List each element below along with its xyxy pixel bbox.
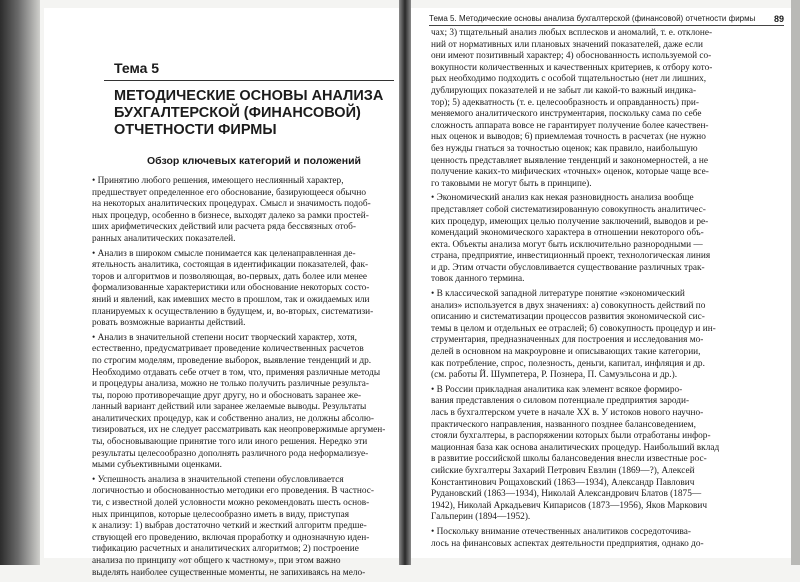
text-line: формализованные характеристики или обоснование некоторых состо- bbox=[92, 283, 370, 294]
text-line: по строгим моделям, проведение выборок, выявление тенденций и др. bbox=[92, 355, 372, 366]
text-line: лось на финансовых аспектах деятельности предприятия, однако до- bbox=[431, 538, 704, 549]
text-line: без нужды гнаться за точностью оценок; как правило, наибольшую bbox=[431, 143, 698, 154]
right-page-body bbox=[431, 28, 781, 553]
text-line: естественно, предусматривает проведение количественных расчетов bbox=[92, 344, 364, 355]
text-line: получение каких-то мифических «точных» оценок, которые чаще все- bbox=[431, 167, 709, 178]
left-page bbox=[44, 8, 399, 578]
text-line: ти, с известной долей условности можно рекомендовать шесть основ- bbox=[92, 498, 370, 509]
text-line: • Поскольку внимание отечественных аналитиков сосредоточива- bbox=[431, 526, 692, 537]
paragraph bbox=[431, 289, 781, 382]
scan-shadow-left bbox=[0, 0, 40, 565]
text-line: представляет собой систематизированную совокупность аналитичес- bbox=[431, 204, 706, 215]
text-line: ных принципов, которые целесообразно иметь в виду, приступая bbox=[92, 509, 350, 520]
text-line: ты, обосновывающие принятие того или иного решения. Нередко эти bbox=[92, 437, 368, 448]
text-line: выделять наиболее существенные моменты, не запихиваясь на мело- bbox=[92, 567, 366, 578]
text-line: • Экономический анализ как некая разновидность анализа вообще bbox=[431, 193, 694, 204]
text-line: как потребление, спрос, полезность, деньги, капитал, инфляция и др. bbox=[431, 358, 705, 369]
text-line: сложность аппарата вовсе не гарантирует получение более качествен- bbox=[431, 120, 709, 131]
scan-shadow-right bbox=[791, 0, 800, 565]
right-page bbox=[411, 8, 791, 558]
text-line: тификацию расчетных и аналитических алгоритмов; 2) построение bbox=[92, 544, 359, 555]
paragraph bbox=[431, 28, 781, 190]
text-line: (см. работы Й. Шумпетера, Р. Познера, П. Самуэльсона и др.). bbox=[431, 370, 678, 381]
paragraph bbox=[92, 333, 392, 472]
chapter-title-line: ОТЧЕТНОСТИ ФИРМЫ bbox=[114, 122, 277, 138]
text-line: на некоторых аналитических процедурах. Смысл и значимость подоб- bbox=[92, 199, 371, 210]
text-line: сийские бухгалтеры Захарий Петрович Евзлин (1869—?), Алексей bbox=[431, 465, 695, 476]
left-page-body bbox=[92, 176, 392, 582]
text-line: ствующей его проведению, включая проработку и однозначную иден- bbox=[92, 532, 370, 543]
text-line: стояли бухгалтеры, в распоряжении которых были отработаны инфор- bbox=[431, 431, 711, 442]
paragraph bbox=[92, 176, 392, 246]
text-line: вания представления о силовом потенциале предприятия зароди- bbox=[431, 396, 690, 407]
text-line: • Принятию любого решения, имеющего неслиянный характер, bbox=[92, 176, 344, 186]
text-line: мыми субъективными оценками. bbox=[92, 460, 222, 471]
text-line: они имеют позитивный характер; 4) обоснованность используемой со- bbox=[431, 51, 712, 62]
text-line: товок данного термина. bbox=[431, 274, 525, 285]
chapter-title-line: БУХГАЛТЕРСКОЙ (ФИНАНСОВОЙ) bbox=[114, 105, 361, 121]
text-line: страна, предприятие, инвестиционный проект, технологическая линия bbox=[431, 251, 711, 262]
text-line: Рудановский (1863—1934), Николай Александрович Блатов (1875— bbox=[431, 489, 702, 500]
text-line: ятельность аналитика, состоящая в идентификации показателей, фак- bbox=[92, 260, 369, 271]
text-line: ных оценок и выводов; 6) приемлемая точность в расчетах (не нужно bbox=[431, 132, 706, 143]
chapter-title-line: МЕТОДИЧЕСКИЕ ОСНОВЫ АНАЛИЗА bbox=[114, 88, 384, 104]
page-number: 89 bbox=[773, 14, 784, 24]
text-line: комендаций экономического характера в отношении некоторого объ- bbox=[431, 228, 704, 239]
text-line: вокупности количественных и качественных критериев, к отбору кото- bbox=[431, 62, 713, 73]
text-line: тизироваться, их не следует рассматривать как неопровержимые аргумен- bbox=[92, 425, 386, 436]
paragraph bbox=[431, 193, 781, 286]
chapter-title bbox=[114, 88, 384, 139]
text-line: яний и явлений, как имевших место в прошлом, так и ожидаемых или bbox=[92, 294, 370, 305]
text-line: ровать возможные варианты действий. bbox=[92, 318, 246, 329]
text-line: практического направления, названного позднее балансоведением, bbox=[431, 419, 696, 430]
paragraph bbox=[431, 527, 781, 550]
text-line: Необходимо отдавать себе отчет в том, что, применяя различные методы bbox=[92, 367, 381, 378]
text-line: лась в бухгалтерском учете в начале XX в. У истоков нового научно- bbox=[431, 408, 704, 418]
text-line: делей в основном на макроуровне и описывающих такие категории, bbox=[431, 347, 701, 358]
paragraph bbox=[431, 385, 781, 524]
text-line: ших арифметических действий или расчета ряда бессвязных отоб- bbox=[92, 222, 356, 233]
text-line: логичностью и обоснованностью методики его проведения. В частнос- bbox=[92, 486, 375, 497]
text-line: аналитических процедур, как и собственно анализ, не должны абсолю- bbox=[92, 413, 374, 424]
text-line: го таковыми не могут быть в принципе). bbox=[431, 178, 592, 189]
text-line: • Успешность анализа в значительной степени обусловливается bbox=[92, 474, 344, 485]
text-line: анализ» используется в двух значениях: а) совокупность действий по bbox=[431, 300, 706, 311]
text-line: планируемых к осуществлению в будущем, и, во-вторых, систематизи- bbox=[92, 306, 374, 317]
text-line: 1942), Николай Аркадьевич Кипарисов (1873—1956), Яков Маркович bbox=[431, 500, 708, 511]
text-line: чах; 3) тщательный анализ любых всплесков и аномалий, т. е. отклоне- bbox=[431, 28, 713, 38]
paragraph bbox=[92, 475, 392, 579]
text-line: • В классической западной литературе понятие «экономический bbox=[431, 289, 685, 300]
section-heading: Обзор ключевых категорий и положений bbox=[147, 155, 361, 167]
text-line: в развитие российской школы балансоведения внесли известные рос- bbox=[431, 454, 707, 465]
text-line: • В России прикладная аналитика как элемент всякое формиро- bbox=[431, 384, 683, 395]
text-line: ценность представляет выявление тенденций и закономерностей, а не bbox=[431, 155, 709, 166]
text-line: и процедуры анализа, можно не только получить различные результа- bbox=[92, 379, 369, 390]
text-line: темы в целом и отдельных ее отраслей; б) совокупность процедур и ин- bbox=[431, 323, 716, 334]
text-line: ты, порою противоречащие друг другу, но и обосновать заранее же- bbox=[92, 390, 362, 401]
text-line: ний от нормативных или плановых значений показателей, даже если bbox=[431, 39, 703, 50]
text-line: анализа по принципу «от общего к частному», при этом важно bbox=[92, 556, 341, 566]
text-line: екта. Объекты анализа могут быть исключительно разнородными — bbox=[431, 239, 703, 250]
text-line: предшествует определенное его обоснование, базирующееся обычно bbox=[92, 187, 366, 198]
text-line: Гальперин (1894—1952). bbox=[431, 512, 531, 523]
text-line: струментария, предназначенных для построения и исследования мо- bbox=[431, 335, 704, 346]
theme-label: Тема 5 bbox=[114, 60, 160, 76]
paragraph bbox=[92, 249, 392, 330]
text-line: результаты целесообразно дополнять различного рода неформализуе- bbox=[92, 448, 369, 459]
text-line: мационная база как основа аналитических процедур. Наибольший вклад bbox=[431, 442, 720, 453]
text-line: дублирующих показателей и не забыт ли какой-то важный индика- bbox=[431, 85, 697, 96]
text-line: ких процедур, имеющих целью получение заключений, выводов и ре- bbox=[431, 216, 709, 227]
text-line: тор); 5) адекватность (т. е. целесообразность и оправданность) при- bbox=[431, 97, 699, 108]
text-line: Константинович Рощаховский (1863—1934), Александр Павлович bbox=[431, 477, 695, 488]
running-head bbox=[429, 14, 784, 26]
text-line: и др. Этим отчасти обусловливается существование различных трак- bbox=[431, 262, 705, 273]
text-line: • Анализ в широком смысле понимается как целенаправленная де- bbox=[92, 248, 356, 259]
text-line: ланный вариант действий или заранее желаемые выводы. Результаты bbox=[92, 402, 367, 413]
text-line: описанию и систематизации процессов развития экономической сис- bbox=[431, 312, 705, 323]
running-head-title: Тема 5. Методические основы анализа бухгалтерской (финансовой) отчетности фирмы bbox=[429, 14, 756, 23]
book-gutter bbox=[399, 0, 411, 565]
text-line: • Анализ в значительной степени носит творческий характер, хотя, bbox=[92, 332, 357, 343]
text-line: ранных аналитических показателей. bbox=[92, 233, 236, 244]
text-line: меняемого аналитического инструментария, поскольку сама по себе bbox=[431, 109, 702, 120]
theme-divider bbox=[104, 80, 394, 81]
text-line: к анализу: 1) выбрав достаточно четкий и жесткий алгоритм предше- bbox=[92, 521, 367, 532]
text-line: ных процедур, особенно в бизнесе, выходят далеко за рамки простей- bbox=[92, 210, 369, 221]
text-line: рых необходимо подходить с особой тщательностью (нет ли лишних, bbox=[431, 74, 707, 85]
text-line: торов и алгоритмов и позволяющая, во-первых, дать более или менее bbox=[92, 271, 368, 282]
